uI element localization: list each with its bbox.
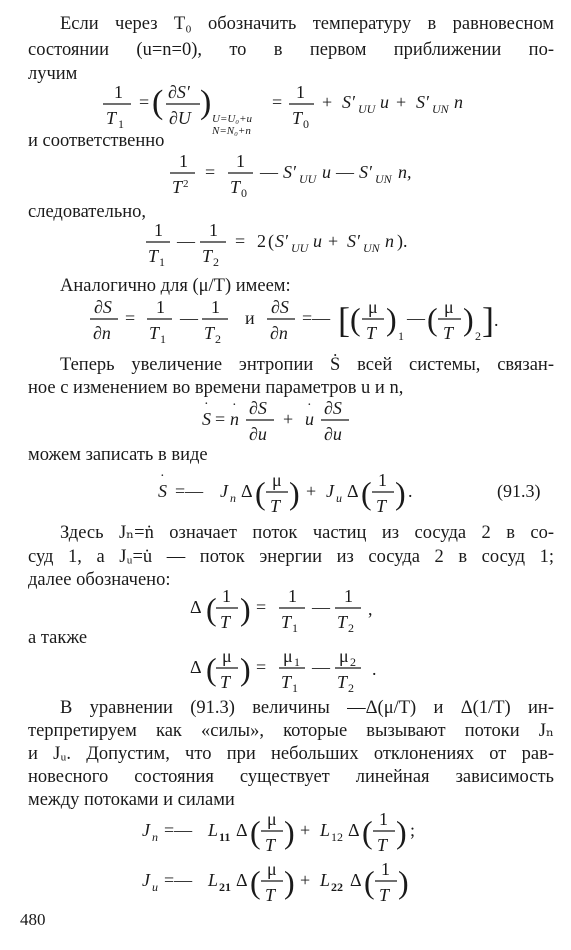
svg-text:Δ: Δ bbox=[241, 481, 253, 501]
svg-text:J: J bbox=[142, 820, 150, 840]
svg-text:Δ: Δ bbox=[347, 481, 359, 501]
svg-text:): ) bbox=[386, 301, 397, 337]
svg-text:S: S bbox=[202, 409, 211, 429]
svg-text:T: T bbox=[281, 612, 292, 632]
svg-text:T: T bbox=[172, 177, 183, 197]
svg-text:UU: UU bbox=[299, 172, 317, 186]
svg-text:·: · bbox=[160, 469, 165, 484]
svg-text:1: 1 bbox=[294, 655, 300, 669]
text-line: терпретируем как «силы», которые вызывают потоки Jₙ bbox=[28, 721, 554, 741]
svg-text:=: = bbox=[272, 92, 283, 112]
svg-text:U=U₀+u: U=U₀+u bbox=[212, 113, 253, 125]
svg-text:L: L bbox=[320, 820, 331, 840]
svg-text:T: T bbox=[292, 108, 303, 128]
svg-text:T: T bbox=[366, 323, 377, 343]
svg-text:(: ( bbox=[206, 651, 217, 687]
svg-text:(: ( bbox=[361, 475, 372, 511]
svg-text:=: = bbox=[256, 597, 267, 617]
svg-text:1: 1 bbox=[379, 809, 388, 829]
svg-text:): ) bbox=[240, 651, 251, 687]
svg-text:—: — bbox=[407, 308, 425, 328]
svg-text:=—: =— bbox=[164, 820, 193, 840]
svg-text:μ: μ bbox=[368, 297, 378, 317]
svg-text:·: · bbox=[232, 398, 237, 413]
svg-text:22: 22 bbox=[331, 880, 343, 894]
svg-text:n,: n, bbox=[398, 162, 412, 182]
svg-text:n: n bbox=[152, 830, 158, 844]
svg-text:=: = bbox=[256, 657, 267, 677]
svg-text:1: 1 bbox=[160, 332, 166, 346]
svg-text:n: n bbox=[230, 409, 239, 429]
svg-text:2: 2 bbox=[348, 681, 354, 695]
svg-text:∂S: ∂S bbox=[94, 297, 112, 317]
text-line: состоянии (u=n=0), то в первом приближении по- bbox=[28, 40, 554, 60]
svg-text:UN: UN bbox=[432, 102, 449, 116]
svg-text:Δ: Δ bbox=[348, 820, 360, 840]
svg-text:T: T bbox=[202, 246, 213, 266]
text-line: далее обозначено: bbox=[28, 570, 171, 590]
svg-text:.: . bbox=[408, 481, 413, 501]
svg-text:1: 1 bbox=[398, 329, 404, 343]
svg-text:2: 2 bbox=[348, 621, 354, 635]
text-line: и Jᵤ. Допустим, что при небольших отклонениях от рав- bbox=[28, 744, 554, 764]
svg-text:T: T bbox=[443, 323, 454, 343]
svg-text:+: + bbox=[300, 870, 311, 890]
svg-text:).: ). bbox=[397, 231, 408, 251]
svg-text:u: u bbox=[152, 880, 158, 894]
svg-text:(: ( bbox=[206, 591, 217, 627]
svg-text:0: 0 bbox=[303, 117, 309, 131]
svg-text:[: [ bbox=[338, 300, 350, 340]
svg-text:u: u bbox=[380, 92, 389, 112]
svg-text:(: ( bbox=[250, 814, 261, 850]
svg-text:u: u bbox=[322, 162, 331, 182]
svg-text:T: T bbox=[377, 835, 388, 855]
svg-text:μ: μ bbox=[222, 646, 232, 666]
svg-text:0: 0 bbox=[241, 186, 247, 200]
svg-text:·: · bbox=[204, 397, 209, 412]
svg-text:UN: UN bbox=[375, 172, 392, 186]
svg-text:T: T bbox=[106, 108, 117, 128]
svg-text:+: + bbox=[396, 92, 407, 112]
svg-text:T: T bbox=[281, 672, 292, 692]
svg-text:=—: =— bbox=[175, 481, 204, 501]
text-line: и соответственно bbox=[28, 131, 165, 151]
svg-text:J: J bbox=[142, 870, 150, 890]
svg-text:.: . bbox=[372, 659, 377, 679]
svg-text:J: J bbox=[220, 481, 228, 501]
svg-text:1: 1 bbox=[118, 117, 124, 131]
svg-text:UU: UU bbox=[358, 102, 376, 116]
svg-text:(: ( bbox=[427, 301, 438, 337]
svg-text:1: 1 bbox=[211, 297, 220, 317]
svg-text:J: J bbox=[326, 481, 334, 501]
svg-text:Δ: Δ bbox=[190, 657, 202, 677]
svg-text:=: = bbox=[139, 92, 150, 112]
svg-text:S′: S′ bbox=[359, 162, 372, 182]
svg-text:n: n bbox=[230, 491, 236, 505]
svg-text:): ) bbox=[398, 864, 409, 900]
svg-text:12: 12 bbox=[331, 830, 343, 844]
svg-text:u: u bbox=[313, 231, 322, 251]
svg-text:1: 1 bbox=[159, 255, 165, 269]
svg-text:S′: S′ bbox=[416, 92, 429, 112]
svg-text:n: n bbox=[385, 231, 394, 251]
svg-text:—: — bbox=[312, 597, 330, 617]
text-line: следовательно, bbox=[28, 202, 147, 222]
svg-text:Δ: Δ bbox=[350, 870, 362, 890]
svg-text:μ: μ bbox=[267, 809, 277, 829]
text-line: Теперь увеличение энтропии Ṡ всей системы, связан- bbox=[60, 355, 554, 375]
svg-text:=—: =— bbox=[164, 870, 193, 890]
equation-number: (91.3) bbox=[497, 481, 541, 501]
svg-text:1: 1 bbox=[296, 82, 305, 102]
svg-text:—: — bbox=[312, 657, 330, 677]
svg-text:S′: S′ bbox=[342, 92, 355, 112]
svg-text:): ) bbox=[395, 475, 406, 511]
svg-text:1: 1 bbox=[179, 151, 188, 171]
svg-text:1: 1 bbox=[344, 586, 353, 606]
svg-text:): ) bbox=[289, 475, 300, 511]
svg-text:1: 1 bbox=[209, 220, 218, 240]
svg-text:21: 21 bbox=[219, 880, 231, 894]
svg-text:2: 2 bbox=[215, 332, 221, 346]
svg-text:S: S bbox=[158, 481, 167, 501]
svg-text:): ) bbox=[284, 864, 295, 900]
svg-text:=: = bbox=[125, 308, 136, 328]
text-line: новесного состояния существует линейная зависимость bbox=[28, 767, 554, 787]
svg-text:u: u bbox=[305, 409, 314, 429]
svg-text:T: T bbox=[220, 612, 231, 632]
text-line: а также bbox=[28, 628, 88, 648]
svg-text:1: 1 bbox=[156, 297, 165, 317]
svg-text:=: = bbox=[215, 409, 226, 429]
svg-text:T: T bbox=[148, 246, 159, 266]
svg-text:S′: S′ bbox=[347, 231, 360, 251]
text-line: Аналогично для (μ/T) имеем: bbox=[60, 276, 291, 296]
svg-text:11: 11 bbox=[219, 830, 231, 844]
text-line: лучим bbox=[28, 64, 78, 84]
svg-text:∂S: ∂S bbox=[324, 398, 342, 418]
svg-text:2: 2 bbox=[257, 231, 266, 251]
svg-text:): ) bbox=[240, 591, 251, 627]
svg-text:;: ; bbox=[410, 820, 416, 840]
svg-text:T: T bbox=[265, 835, 276, 855]
svg-text:T: T bbox=[149, 323, 160, 343]
svg-text:μ: μ bbox=[339, 646, 349, 666]
svg-text:+: + bbox=[300, 820, 311, 840]
svg-text:1: 1 bbox=[292, 621, 298, 635]
svg-text:(: ( bbox=[268, 231, 274, 251]
svg-text:1: 1 bbox=[381, 859, 390, 879]
svg-text:S′: S′ bbox=[283, 162, 296, 182]
svg-text:Δ: Δ bbox=[236, 820, 248, 840]
svg-text:+: + bbox=[283, 409, 294, 429]
svg-text:Δ: Δ bbox=[236, 870, 248, 890]
svg-text:T: T bbox=[337, 612, 348, 632]
svg-text:T: T bbox=[230, 177, 241, 197]
svg-text:T: T bbox=[204, 323, 215, 343]
svg-text:∂n: ∂n bbox=[93, 323, 111, 343]
svg-text:+: + bbox=[306, 481, 317, 501]
svg-text:∂u: ∂u bbox=[324, 424, 342, 444]
svg-text:μ: μ bbox=[267, 859, 277, 879]
svg-text:(: ( bbox=[152, 84, 164, 121]
svg-text:N=N₀+n: N=N₀+n bbox=[212, 125, 251, 137]
svg-text:]: ] bbox=[482, 300, 494, 340]
text-line: Здесь Jₙ=ṅ означает поток частиц из сосуда 2 в со- bbox=[60, 523, 554, 543]
svg-text:∂u: ∂u bbox=[249, 424, 267, 444]
svg-text:T: T bbox=[379, 885, 390, 905]
svg-text:T: T bbox=[265, 885, 276, 905]
svg-text:T: T bbox=[220, 672, 231, 692]
svg-text:2: 2 bbox=[350, 655, 356, 669]
svg-text:1: 1 bbox=[154, 220, 163, 240]
svg-text:L: L bbox=[208, 870, 219, 890]
svg-text:—: — bbox=[180, 308, 198, 328]
svg-text:=: = bbox=[235, 231, 246, 251]
svg-text:·: · bbox=[307, 398, 312, 413]
svg-text:+: + bbox=[322, 92, 333, 112]
svg-text:=: = bbox=[205, 162, 216, 182]
svg-text:∂n: ∂n bbox=[270, 323, 288, 343]
svg-text:T: T bbox=[337, 672, 348, 692]
svg-text:1: 1 bbox=[288, 586, 297, 606]
svg-text:): ) bbox=[396, 814, 407, 850]
text-line: Если через T₀ обозначить температуру в равновесном bbox=[60, 14, 554, 34]
svg-text:=—: =— bbox=[302, 308, 331, 328]
svg-text:(: ( bbox=[364, 864, 375, 900]
svg-text:L: L bbox=[208, 820, 219, 840]
svg-text:—: — bbox=[177, 231, 195, 251]
svg-text:μ: μ bbox=[272, 470, 282, 490]
text-line: можем записать в виде bbox=[28, 445, 208, 465]
svg-text:∂S: ∂S bbox=[249, 398, 267, 418]
svg-text:∂U: ∂U bbox=[169, 108, 191, 128]
svg-text:L: L bbox=[320, 870, 331, 890]
svg-text:2: 2 bbox=[183, 178, 189, 190]
svg-text:(: ( bbox=[350, 301, 361, 337]
svg-text:n: n bbox=[454, 92, 463, 112]
svg-text:—: — bbox=[336, 162, 354, 182]
svg-text:1: 1 bbox=[292, 681, 298, 695]
svg-text:u: u bbox=[336, 491, 342, 505]
svg-text:,: , bbox=[368, 599, 373, 619]
page-number: 480 bbox=[20, 910, 46, 929]
svg-text:2: 2 bbox=[475, 329, 481, 343]
svg-text:): ) bbox=[200, 84, 212, 121]
text-line: ное с изменением во времени параметров u и n, bbox=[28, 378, 404, 398]
svg-text:Δ: Δ bbox=[190, 597, 202, 617]
svg-text:): ) bbox=[463, 301, 474, 337]
svg-text:(: ( bbox=[250, 864, 261, 900]
svg-text:∂S′: ∂S′ bbox=[168, 82, 190, 102]
svg-text:UN: UN bbox=[363, 241, 380, 255]
svg-text:1: 1 bbox=[222, 586, 231, 606]
text-line: между потоками и силами bbox=[28, 790, 235, 810]
svg-text:μ: μ bbox=[283, 646, 293, 666]
svg-text:—: — bbox=[260, 162, 278, 182]
svg-text:T: T bbox=[376, 496, 387, 516]
svg-text:S′: S′ bbox=[275, 231, 288, 251]
svg-text:1: 1 bbox=[114, 82, 123, 102]
svg-text:2: 2 bbox=[213, 255, 219, 269]
svg-text:(: ( bbox=[255, 475, 266, 511]
text-line: суд 1, а Jᵤ=u̇ — поток энергии из сосуда 2 в сосуд 1; bbox=[28, 547, 554, 567]
svg-text:): ) bbox=[284, 814, 295, 850]
svg-text:.: . bbox=[494, 310, 499, 330]
svg-text:μ: μ bbox=[444, 297, 454, 317]
svg-text:(: ( bbox=[362, 814, 373, 850]
svg-text:1: 1 bbox=[378, 470, 387, 490]
text-line: В уравнении (91.3) величины —Δ(μ/T) и Δ(1/T) ин- bbox=[60, 698, 554, 718]
svg-text:∂S: ∂S bbox=[271, 297, 289, 317]
svg-text:1: 1 bbox=[236, 151, 245, 171]
svg-text:T: T bbox=[270, 496, 281, 516]
svg-text:UU: UU bbox=[291, 241, 309, 255]
svg-text:+: + bbox=[328, 231, 339, 251]
svg-text:и: и bbox=[245, 308, 255, 328]
